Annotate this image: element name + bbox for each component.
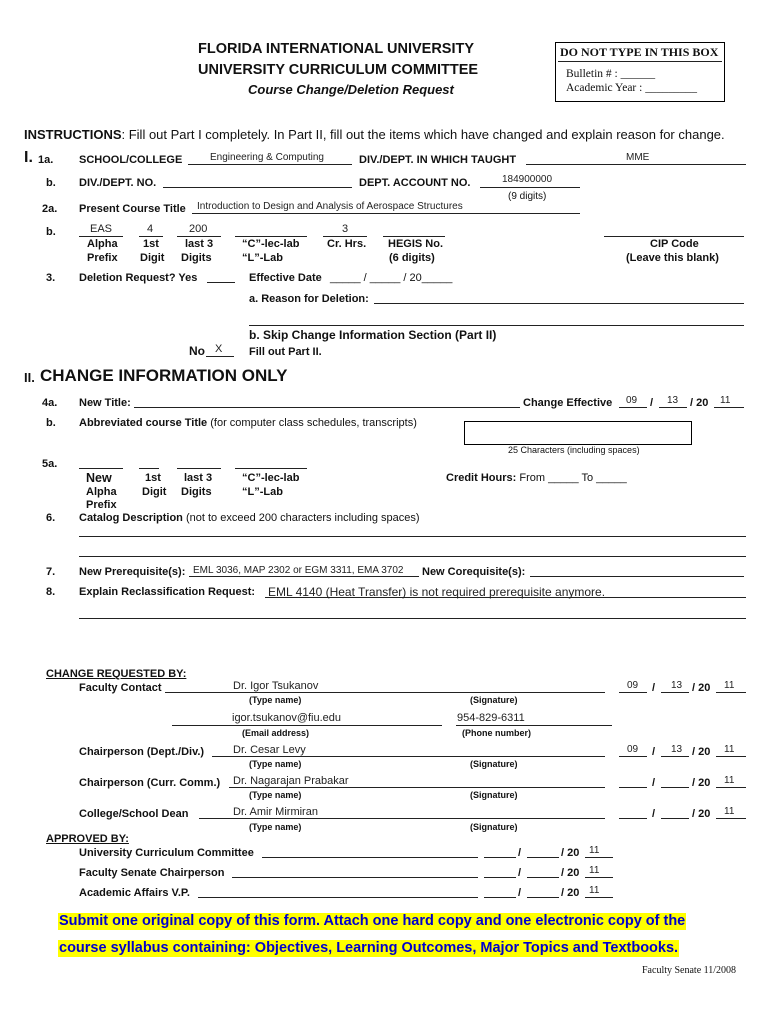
item-3-number: 3. (46, 272, 56, 284)
item-5a-number: 5a. (42, 458, 58, 470)
type-name-label-1: (Type name) (249, 695, 302, 705)
cip-code-label: CIP Code (650, 238, 699, 250)
academic-year: Academic Year : _________ (566, 82, 697, 94)
abbrev-label: Abbreviated course Title (79, 417, 208, 429)
leave-blank-note: (Leave this blank) (626, 252, 719, 264)
catalog-field-1[interactable] (79, 536, 746, 537)
chair-curr-name: Dr. Nagarajan Prabakar (233, 775, 349, 787)
div-dept-no-label: DIV./DEPT. NO. (79, 177, 157, 189)
faculty-year-value: 11 (724, 680, 735, 691)
first-digit-value: 4 (147, 223, 154, 235)
ucc-day-field[interactable] (527, 857, 559, 858)
new-alpha-label: Alpha (86, 486, 117, 498)
dean-month-field[interactable] (619, 818, 647, 819)
ucc-year-prefix: / 20 (561, 847, 580, 859)
new-prefix-field[interactable] (79, 468, 123, 469)
item-8-number: 8. (46, 586, 56, 598)
deletion-yes-field[interactable] (207, 282, 235, 283)
digits-label: Digits (181, 252, 212, 264)
ucc-year-value: 11 (589, 845, 600, 856)
last3-label: last 3 (185, 238, 214, 250)
chair-curr-day-field[interactable] (661, 787, 689, 788)
aavp-year-field[interactable] (585, 897, 613, 898)
fsc-slash: / (518, 867, 522, 879)
new-first-digit-field[interactable] (139, 468, 159, 469)
credit-hours (446, 473, 627, 484)
first-digit-field[interactable] (139, 236, 163, 237)
faculty-month-field[interactable] (619, 692, 647, 693)
last-three-value: 200 (189, 223, 208, 235)
phone-value: 954-829-6311 (457, 712, 525, 724)
c-lec-lab-label: “C”-lec-lab (242, 238, 300, 250)
catalog-note: (not to exceed 200 characters including spaces) (185, 512, 420, 524)
reclass-value: EML 4140 (Heat Transfer) is not required prerequisite anymore. (268, 585, 606, 599)
aavp-signature-field[interactable] (198, 897, 478, 898)
signature-label-3: (Signature) (470, 790, 518, 800)
type-name-label-4: (Type name) (249, 822, 302, 832)
new-last3-field[interactable] (177, 468, 221, 469)
abbrev-title-box[interactable] (464, 421, 692, 445)
chair-dept-month-field[interactable] (619, 756, 647, 757)
new-title-field[interactable] (134, 407, 520, 408)
faculty-year-prefix: / 20 (692, 682, 711, 694)
school-value: Engineering & Computing (210, 152, 324, 163)
effective-year-field[interactable] (714, 407, 744, 408)
effective-month-value: 09 (626, 395, 638, 406)
aavp-year-prefix: / 20 (561, 887, 580, 899)
effective-month-field[interactable] (619, 407, 647, 408)
reason-deletion-label: a. Reason for Deletion: (249, 293, 369, 305)
present-title-label: Present Course Title (79, 203, 186, 215)
hegis-label: HEGIS No. (388, 238, 444, 250)
prefix-label: Prefix (87, 252, 118, 264)
chair-dept-label: Chairperson (Dept./Div.) (79, 746, 205, 758)
fsc-year-value: 11 (589, 865, 600, 876)
catalog-field-2[interactable] (79, 556, 746, 557)
school-field[interactable] (188, 164, 352, 165)
item-7-number: 7. (46, 566, 56, 578)
dean-year-value: 11 (724, 806, 735, 817)
item-6-number: 6. (46, 512, 56, 524)
dean-field[interactable] (199, 818, 605, 819)
chair-dept-field[interactable] (212, 756, 605, 757)
form-title: Course Change/Deletion Request (248, 82, 454, 97)
fill-part2-label: Fill out Part II. (249, 346, 322, 358)
date-slash-1: / (650, 397, 654, 409)
l-lab-label: “L”-Lab (242, 252, 283, 264)
dean-year-prefix: / 20 (692, 808, 711, 820)
credit-hours-label: Credit Hours: (446, 472, 517, 484)
chair-curr-field[interactable] (229, 787, 605, 788)
chair-dept-year-value: 11 (724, 744, 735, 755)
item-1a-number: 1a. (38, 154, 54, 166)
item-4a-number: 4a. (42, 397, 58, 409)
ucc-signature-field[interactable] (262, 857, 478, 858)
effective-year-value: 11 (720, 395, 731, 406)
div-dept-taught-field[interactable] (526, 164, 746, 165)
div-dept-no-field[interactable] (163, 187, 352, 188)
digit-label: Digit (140, 252, 165, 264)
dept-account-label: DEPT. ACCOUNT NO. (359, 177, 471, 189)
new-prereq-field[interactable] (189, 576, 419, 577)
cr-hrs-value: 3 (342, 223, 349, 235)
first-label: 1st (143, 238, 159, 250)
effective-date-field[interactable]: _____ / _____ / 20_____ (330, 272, 453, 284)
item-2a-number: 2a. (42, 203, 58, 215)
effective-day-value: 13 (667, 395, 679, 406)
submit-instructions-line1: Submit one original copy of this form. Attach one hard copy and one electronic copy of the (59, 913, 686, 929)
no-value: X (215, 343, 223, 355)
chair-curr-year-value: 11 (724, 775, 735, 786)
ucc-month-field[interactable] (484, 857, 516, 858)
chair-dept-day-value: 13 (671, 744, 683, 755)
new-coreq-field[interactable] (530, 576, 744, 577)
fsc-year-prefix: / 20 (561, 867, 580, 879)
instructions-text: : Fill out Part I completely. In Part II, fill out the items which have changed and explain reason for change. (121, 127, 725, 142)
approved-by: APPROVED BY: (46, 833, 129, 845)
catalog-label: Catalog Description (79, 512, 183, 524)
prefix-value: EAS (90, 223, 113, 235)
new-last3-label: last 3 (184, 472, 213, 484)
new-coreq-label: New Corequisite(s): (422, 566, 526, 578)
school-label: SCHOOL/COLLEGE (79, 154, 183, 166)
last-three-field[interactable] (177, 236, 221, 237)
new-digits-label: Digits (181, 486, 212, 498)
cr-hrs-label: Cr. Hrs. (327, 238, 367, 250)
change-requested-by: CHANGE REQUESTED BY: (46, 668, 187, 680)
item-4b-number: b. (46, 417, 56, 429)
instructions (24, 128, 725, 141)
chair-dept-month-value: 09 (627, 744, 639, 755)
committee-name: UNIVERSITY CURRICULUM COMMITTEE (198, 62, 479, 78)
prefix-field[interactable] (79, 236, 123, 237)
dept-account-field[interactable] (480, 187, 580, 188)
new-first-label: 1st (145, 472, 161, 484)
alpha-label: Alpha (87, 238, 118, 250)
faculty-day-field[interactable] (661, 692, 689, 693)
aavp-label: Academic Affairs V.P. (79, 887, 190, 899)
chair-curr-slash: / (652, 777, 656, 789)
dept-account-value: 184900000 (502, 174, 553, 185)
email-value: igor.tsukanov@fiu.edu (232, 712, 342, 724)
signature-label-4: (Signature) (470, 822, 518, 832)
effective-date-label: Effective Date (249, 272, 322, 284)
email-label: (Email address) (242, 728, 310, 738)
faculty-day-value: 13 (671, 680, 683, 691)
catalog-description (79, 513, 420, 524)
part-two-title: CHANGE INFORMATION ONLY (40, 366, 288, 385)
aavp-year-value: 11 (589, 885, 600, 896)
item-1b-number: b. (46, 177, 56, 189)
lec-lab-field[interactable] (235, 236, 307, 237)
chair-curr-month-field[interactable] (619, 787, 647, 788)
phone-field[interactable] (456, 725, 612, 726)
chair-curr-year-prefix: / 20 (692, 777, 711, 789)
bulletin-number: Bulletin # : ______ (566, 68, 656, 80)
instructions-label: INSTRUCTIONS (24, 127, 122, 142)
dean-label: College/School Dean (79, 808, 189, 820)
item-2b-number: b. (46, 226, 56, 238)
six-digits-note: (6 digits) (389, 252, 435, 264)
university-name: FLORIDA INTERNATIONAL UNIVERSITY (198, 41, 475, 57)
aavp-month-field[interactable] (484, 897, 516, 898)
new-lec-lab-field[interactable] (235, 468, 307, 469)
faculty-contact-field[interactable] (165, 692, 605, 693)
new-title-label: New Title: (79, 397, 131, 409)
present-title-field[interactable] (192, 213, 580, 214)
faculty-name-value: Dr. Igor Tsukanov (233, 680, 319, 692)
deletion-request-label: Deletion Request? Yes (79, 272, 198, 284)
reason-deletion-field[interactable] (374, 303, 744, 304)
new-digit-label: Digit (142, 486, 167, 498)
ucc-slash: / (518, 847, 522, 859)
chair-dept-slash: / (652, 746, 656, 758)
office-use-box (555, 42, 725, 102)
signature-label-1: (Signature) (470, 695, 518, 705)
fsc-year-field[interactable] (585, 877, 613, 878)
new-prereq-label: New Prerequisite(s): (79, 566, 186, 578)
abbrev-note: (for computer class schedules, transcripts) (210, 417, 417, 429)
effective-year-prefix: / 20 (690, 397, 709, 409)
no-label: No (189, 344, 205, 358)
type-name-label-3: (Type name) (249, 790, 302, 800)
reclass-field-2[interactable] (79, 618, 746, 619)
faculty-contact-label: Faculty Contact (79, 682, 162, 694)
div-dept-taught-value: MME (626, 152, 650, 163)
chair-curr-label: Chairperson (Curr. Comm.) (79, 777, 221, 789)
faculty-year-field[interactable] (716, 692, 746, 693)
no-field[interactable] (206, 356, 234, 357)
email-field[interactable] (172, 725, 442, 726)
new-c-lec-lab-label: “C”-lec-lab (242, 472, 300, 484)
new-prereq-value: EML 3036, MAP 2302 or EGM 3311, EMA 3702 (193, 565, 404, 576)
part-two-numeral: II. (24, 370, 35, 385)
change-effective-label: Change Effective (523, 397, 613, 409)
effective-day-field[interactable] (659, 407, 687, 408)
reason-deletion-field-2[interactable] (249, 325, 744, 326)
ucc-year-field[interactable] (585, 857, 613, 858)
aavp-slash: / (518, 887, 522, 899)
new-l-lab-label: “L”-Lab (242, 486, 283, 498)
chair-dept-year-field[interactable] (716, 756, 746, 757)
dean-slash: / (652, 808, 656, 820)
office-box-title: DO NOT TYPE IN THIS BOX (560, 45, 719, 59)
dean-year-field[interactable] (716, 818, 746, 819)
aavp-day-field[interactable] (527, 897, 559, 898)
present-title-value: Introduction to Design and Analysis of Aerospace Structures (197, 201, 463, 212)
chars-note: 25 Characters (including spaces) (508, 445, 640, 455)
hegis-field[interactable] (383, 236, 445, 237)
fsc-signature-field[interactable] (232, 877, 478, 878)
signature-label-2: (Signature) (470, 759, 518, 769)
cip-code-field[interactable] (604, 236, 744, 237)
div-dept-taught-label: DIV./DEPT. IN WHICH TAUGHT (359, 154, 517, 166)
dean-day-field[interactable] (661, 818, 689, 819)
abbreviated-title (79, 418, 417, 429)
submit-instructions-line2: course syllabus containing: Objectives, Learning Outcomes, Major Topics and Textbooks. (59, 940, 679, 956)
dean-name: Dr. Amir Mirmiran (233, 806, 318, 818)
nine-digits-note: (9 digits) (508, 191, 547, 202)
faculty-slash: / (652, 682, 656, 694)
chair-dept-name: Dr. Cesar Levy (233, 744, 306, 756)
phone-label: (Phone number) (462, 728, 531, 738)
credit-from-to: From _____ To _____ (519, 472, 627, 484)
chair-dept-day-field[interactable] (661, 756, 689, 757)
fsc-month-field[interactable] (484, 877, 516, 878)
chair-dept-year-prefix: / 20 (692, 746, 711, 758)
skip-change-label: b. Skip Change Information Section (Part II) (249, 328, 497, 342)
cr-hrs-field[interactable] (323, 236, 367, 237)
reclass-label: Explain Reclassification Request: (79, 586, 256, 598)
ucc-label: University Curriculum Committee (79, 847, 254, 859)
fsc-day-field[interactable] (527, 877, 559, 878)
fsc-label: Faculty Senate Chairperson (79, 867, 225, 879)
chair-curr-year-field[interactable] (716, 787, 746, 788)
new-prefix-label: Prefix (86, 499, 117, 511)
type-name-label-2: (Type name) (249, 759, 302, 769)
new-word: New (86, 471, 112, 485)
part-one-numeral: I. (24, 149, 33, 166)
faculty-month-value: 09 (627, 680, 639, 691)
faculty-senate-date: Faculty Senate 11/2008 (642, 965, 737, 976)
